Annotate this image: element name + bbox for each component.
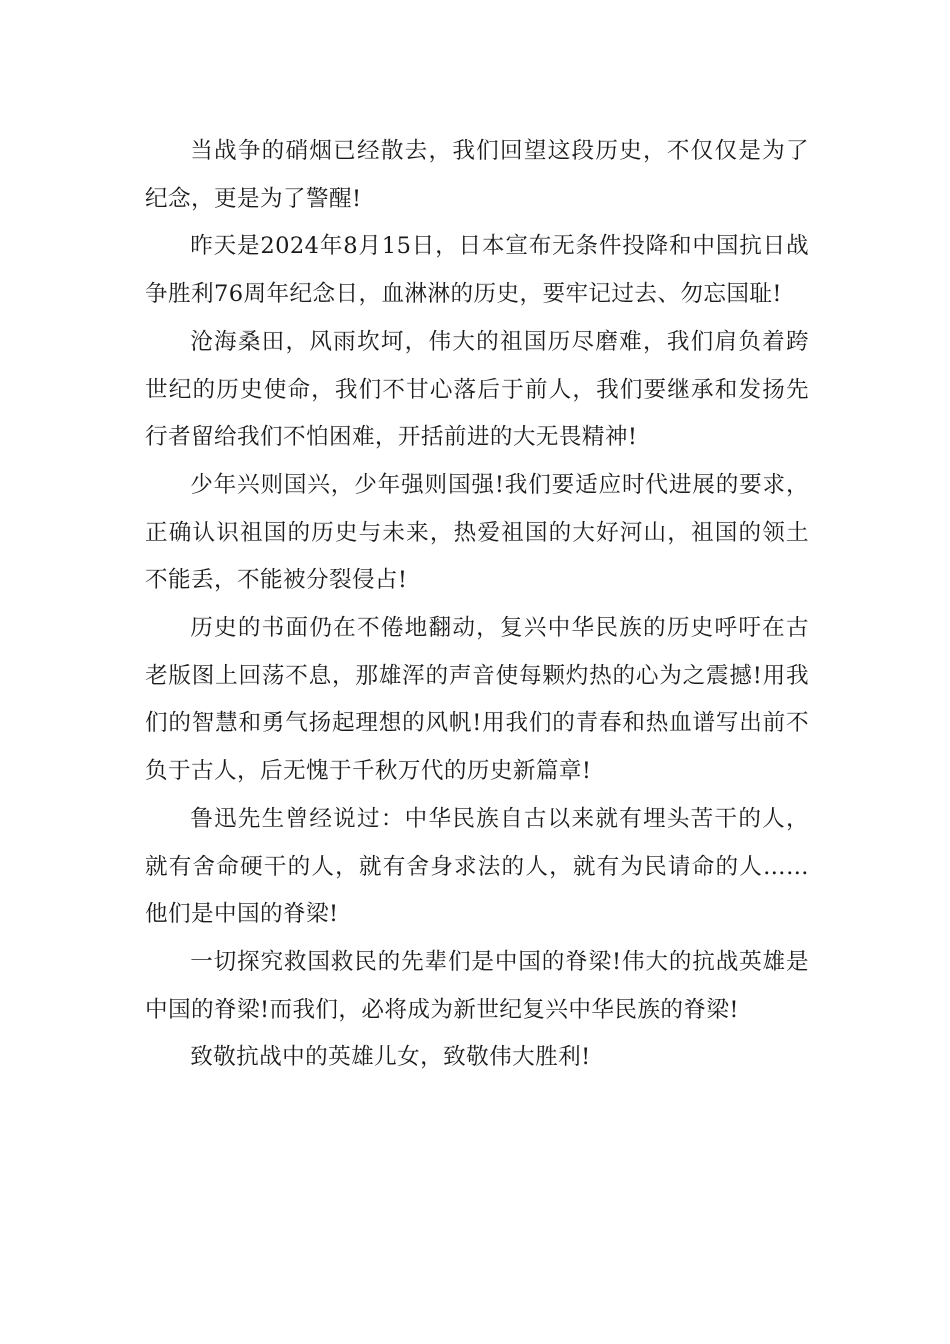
paragraph-7: 一切探究救国救民的先辈们是中国的脊梁!伟大的抗战英雄是中国的脊梁!而我们，必将成为新世纪复兴中华民族的脊梁! [145,948,809,1023]
paragraph-8: 致敬抗战中的英雄儿女，致敬伟大胜利! [190,1044,591,1071]
paragraph-4: 少年兴则国兴，少年强则国强!我们要适应时代进展的要求，正确认识祖国的历史与未来，热爱祖国的大好河山，祖国的领土不能丢，不能被分裂侵占! [145,471,809,594]
paragraph-5: 历史的书面仍在不倦地翻动，复兴中华民族的历史呼吁在古老版图上回荡不息，那雄浑的声音使每颗灼热的心为之震撼!用我们的智慧和勇气扬起理想的风帆!用我们的青春和热血谱写出前不负于古人，后无愧于千秋万代的历史新篇章! [145,615,809,785]
paragraph-2: 昨天是2024年8月15日，日本宣布无条件投降和中国抗日战争胜利76周年纪念日，血淋淋的历史，要牢记过去、勿忘国耻! [145,233,809,308]
paragraph-3: 沧海桑田，风雨坎坷，伟大的祖国历尽磨难，我们肩负着跨世纪的历史使命，我们不甘心落后于前人，我们要继承和发扬先行者留给我们不怕困难，开括前进的大无畏精神! [145,328,809,451]
paragraph-1: 当战争的硝烟已经散去，我们回望这段历史，不仅仅是为了纪念，更是为了警醒! [145,138,809,212]
document-body [145,128,809,1082]
paragraph-6: 鲁迅先生曾经说过：中华民族自古以来就有埋头苦干的人，就有舍命硬干的人，就有舍身求法的人，就有为民请命的人……他们是中国的脊梁! [145,805,809,928]
